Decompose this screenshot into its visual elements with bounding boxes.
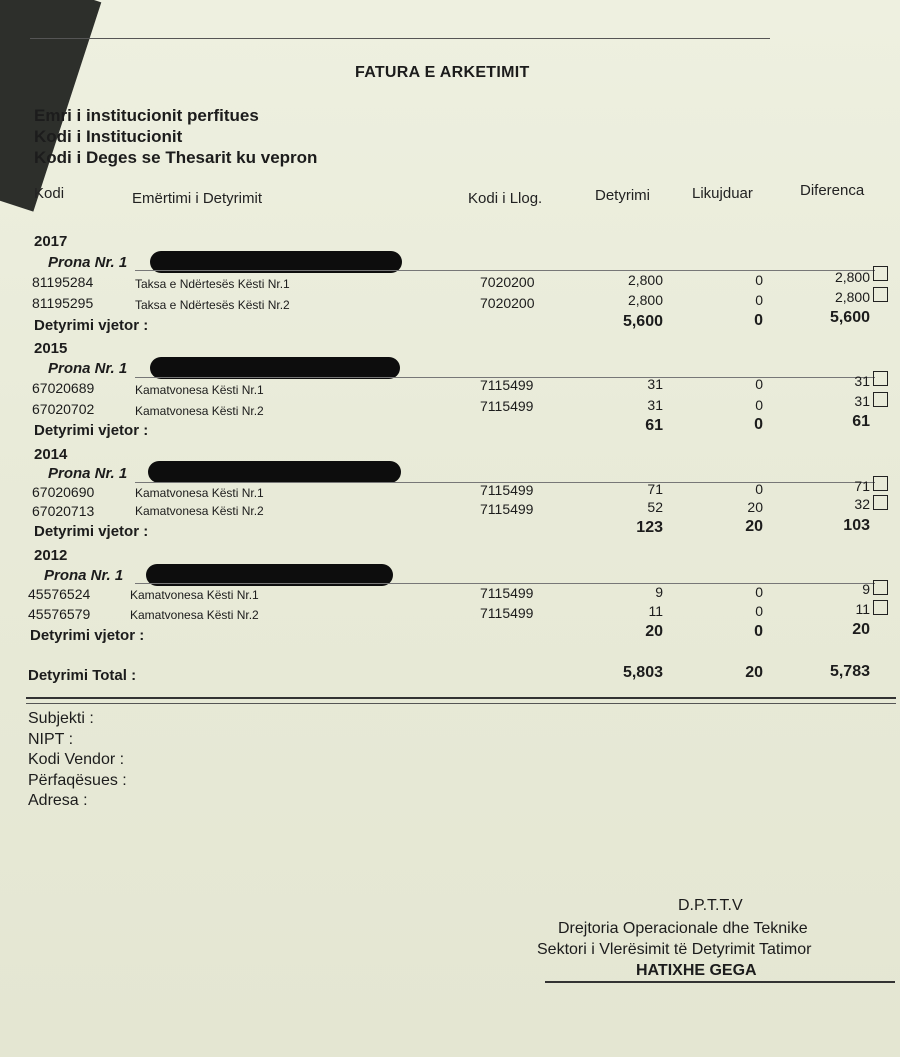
row-code: 81195284 <box>32 274 94 290</box>
row-code: 45576524 <box>28 586 91 602</box>
row-obligation: 71 <box>647 481 663 497</box>
treasury-branch-label: Kodi i Deges se Thesarit ku vepron <box>34 148 318 167</box>
row-difference: 31 <box>854 373 870 389</box>
annual-difference: 5,600 <box>829 309 870 326</box>
annual-paid: 0 <box>754 312 763 329</box>
directorate-name: Drejtoria Operacionale dhe Teknike <box>558 920 808 937</box>
header-difference: Diferenca <box>800 182 865 199</box>
checkbox-square <box>873 600 888 615</box>
row-difference: 32 <box>854 496 870 512</box>
section-year: 2017 <box>34 233 68 250</box>
org-abbreviation: D.P.T.T.V <box>678 897 743 914</box>
section-year: 2015 <box>34 340 68 357</box>
row-description: Kamatvonesa Kësti Nr.1 <box>135 383 264 397</box>
divider <box>135 270 875 271</box>
row-difference: 2,800 <box>834 269 870 285</box>
grand-total-paid: 20 <box>745 664 763 681</box>
row-difference: 9 <box>862 581 870 597</box>
row-description: Kamatvonesa Kësti Nr.1 <box>130 588 259 602</box>
row-account: 7020200 <box>480 274 535 290</box>
total-rule <box>26 697 896 699</box>
row-paid: 20 <box>747 499 763 515</box>
row-code: 67020690 <box>32 484 95 500</box>
grand-total-label: Detyrimi Total : <box>28 667 137 684</box>
annual-paid: 0 <box>754 416 763 433</box>
section-year: 2012 <box>34 547 68 564</box>
checkbox-square <box>873 287 888 302</box>
row-difference: 2,800 <box>834 289 870 305</box>
header-obligation: Detyrimi <box>595 187 650 204</box>
property-label: Prona Nr. 1 <box>48 360 128 377</box>
property-label: Prona Nr. 1 <box>48 254 128 271</box>
local-code-label: Kodi Vendor : <box>28 751 125 768</box>
representative-label: Përfaqësues : <box>28 772 127 789</box>
row-code: 67020713 <box>32 503 95 519</box>
annual-paid: 0 <box>754 623 763 640</box>
checkbox-square <box>873 495 888 510</box>
grand-total-obligation: 5,803 <box>622 664 663 681</box>
row-code: 67020702 <box>32 401 95 417</box>
row-paid: 0 <box>755 272 763 288</box>
annual-difference: 103 <box>843 517 870 534</box>
row-obligation: 52 <box>647 499 663 515</box>
divider <box>135 583 875 584</box>
row-obligation: 31 <box>647 397 663 413</box>
signatory-name: HATIXHE GEGA <box>636 962 757 979</box>
row-paid: 0 <box>755 481 763 497</box>
row-paid: 0 <box>755 603 763 619</box>
section-year: 2014 <box>34 446 68 463</box>
total-rule <box>26 703 896 704</box>
row-code: 67020689 <box>32 380 95 396</box>
row-account: 7115499 <box>480 585 534 601</box>
row-obligation: 2,800 <box>627 272 663 288</box>
signature-rule <box>545 981 895 983</box>
row-code: 81195295 <box>32 295 94 311</box>
row-difference: 71 <box>854 478 870 494</box>
nipt-label: NIPT : <box>28 731 74 748</box>
row-description: Kamatvonesa Kësti Nr.2 <box>135 404 264 418</box>
header-name: Emërtimi i Detyrimit <box>132 190 262 207</box>
row-description: Kamatvonesa Kësti Nr.1 <box>135 486 264 500</box>
header-account: Kodi i Llog. <box>468 190 543 207</box>
row-obligation: 9 <box>655 584 663 600</box>
annual-obligation: 123 <box>636 519 663 536</box>
row-account: 7115499 <box>480 501 534 517</box>
property-label: Prona Nr. 1 <box>44 567 124 584</box>
row-paid: 0 <box>755 584 763 600</box>
redaction-bar <box>148 461 401 483</box>
row-code: 45576579 <box>28 606 91 622</box>
annual-obligation: 5,600 <box>622 313 663 330</box>
row-obligation: 11 <box>648 603 663 619</box>
annual-total-label: Detyrimi vjetor : <box>34 422 149 439</box>
row-account: 7115499 <box>480 605 534 621</box>
row-account: 7115499 <box>480 398 534 414</box>
row-description: Taksa e Ndërtesës Kësti Nr.1 <box>135 277 290 291</box>
annual-total-label: Detyrimi vjetor : <box>30 627 145 644</box>
row-paid: 0 <box>755 397 763 413</box>
row-paid: 0 <box>755 376 763 392</box>
checkbox-square <box>873 266 888 281</box>
grand-total-difference: 5,783 <box>829 663 870 680</box>
header-paid: Likujduar <box>692 185 753 202</box>
row-obligation: 31 <box>647 376 663 392</box>
property-label: Prona Nr. 1 <box>48 465 128 482</box>
row-account: 7115499 <box>480 377 534 393</box>
annual-total-label: Detyrimi vjetor : <box>34 317 149 334</box>
row-obligation: 2,800 <box>627 292 663 308</box>
address-label: Adresa : <box>28 792 88 809</box>
annual-paid: 20 <box>745 518 763 535</box>
checkbox-square <box>873 580 888 595</box>
annual-obligation: 61 <box>645 417 663 434</box>
subject-label: Subjekti : <box>28 710 94 727</box>
institution-code-label: Kodi i Institucionit <box>34 127 183 146</box>
institution-name-label: Emri i institucionit perfitues <box>34 106 259 125</box>
annual-total-label: Detyrimi vjetor : <box>34 523 149 540</box>
invoice-title: FATURA E ARKETIMIT <box>355 64 530 81</box>
header-code: Kodi <box>34 185 65 202</box>
checkbox-square <box>873 476 888 491</box>
checkbox-square <box>873 371 888 386</box>
checkbox-square <box>873 392 888 407</box>
row-description: Taksa e Ndërtesës Kësti Nr.2 <box>135 298 290 312</box>
sector-name: Sektori i Vlerësimit të Detyrimit Tatimor <box>537 941 812 958</box>
redaction-bar <box>150 357 400 379</box>
row-difference: 11 <box>855 601 870 617</box>
row-description: Kamatvonesa Kësti Nr.2 <box>135 504 264 518</box>
annual-obligation: 20 <box>645 623 663 640</box>
top-rule <box>30 38 770 39</box>
annual-difference: 61 <box>852 413 870 430</box>
row-paid: 0 <box>755 292 763 308</box>
row-description: Kamatvonesa Kësti Nr.2 <box>130 608 259 622</box>
row-difference: 31 <box>854 393 870 409</box>
row-account: 7020200 <box>480 295 535 311</box>
annual-difference: 20 <box>852 621 870 638</box>
row-account: 7115499 <box>480 482 534 498</box>
